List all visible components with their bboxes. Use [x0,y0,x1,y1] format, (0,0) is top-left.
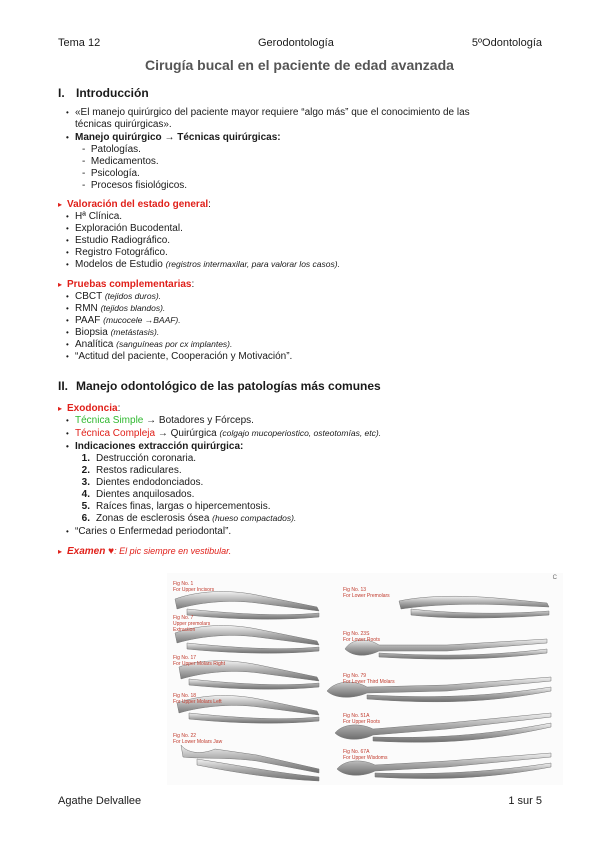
list-item: • CBCT (tejidos duros). [66,291,162,302]
intro-quote-cont: técnicas quirúrgicas». [75,119,172,130]
figure-label: Fig No. 1 For Upper Incisors [173,581,215,593]
list-item: - Medicamentos. [82,156,159,167]
numbered-item: 1. Destrucción coronaria. [81,453,197,464]
section-heading-manejo [58,379,381,393]
arrow-bullet-icon: ▸ [58,280,63,289]
list-item: • Hª Clínica. [66,211,123,222]
list-item: • Analítica (sanguíneas por cx implantes). [66,339,233,350]
list-item: - Procesos fisiológicos. [82,180,188,191]
arrow-bullet-icon: ▸ [58,547,63,556]
list-item: • Exploración Bucodental. [66,223,183,234]
figure-label: Fig No. 79 For Lower Third Molars [343,673,395,685]
list-item: • Modelos de Estudio (registros intermaxilar, para valorar los casos). [66,259,340,270]
list-item: • “Actitud del paciente, Cooperación y Motivación”. [66,351,293,362]
list-item: • RMN (tejidos blandos). [66,303,166,314]
list-item: • Biopsia (metástasis). [66,327,160,338]
numbered-item: 6. Zonas de esclerosis ósea (hueso compactados). [81,513,297,524]
section-number: I. [58,86,65,100]
bullet-icon: • [66,133,69,142]
section-heading-intro [58,86,149,100]
figure-label: Fig No. 67A For Upper Wisdoms [343,749,388,761]
examen-note: ▸ Examen ♥: El pic siempre en vestibular. [58,546,232,557]
numbered-item: 3. Dientes endodonciados. [81,477,204,488]
footer-author: Agathe Delvallee [58,795,142,807]
intro-quote: • «El manejo quirúrgico del paciente mayor requiere “algo más” que el conocimiento de las [66,107,470,118]
figure-label: Fig No. 22 For Lower Molars Jaw [173,733,223,745]
valoracion-heading: ▸ Valoración del estado general: [58,199,211,210]
figure-label: Fig No. 17 For Upper Molars Right [173,655,225,667]
list-item: • “Caries o Enfermedad periodontal”. [66,526,232,537]
arrow-bullet-icon: ▸ [58,404,63,413]
list-item: - Patologías. [82,144,141,155]
forceps-icon [399,596,549,618]
list-item: • Estudio Radiográfico. [66,235,171,246]
figure-corner-label: C [552,575,557,581]
manejo-heading: • Manejo quirúrgico → Técnicas quirúrgicas: [66,132,281,143]
figure-label: Fig No. 7 Upper premolars Extraction [173,615,211,633]
forceps-icon [181,745,319,781]
figure-label: Fig No. 23S For Lower Roots [343,631,380,643]
list-item: • Técnica Simple → Botadores y Fórceps. [66,415,254,426]
numbered-item: 5. Raíces finas, largas o hipercementosis. [81,501,271,512]
list-item: - Psicología. [82,168,140,179]
header-subject: Gerodontología [258,37,334,49]
heart-icon: ♥ [108,546,115,557]
figure-label: Fig No. 13 For Lower Premolars [343,587,390,599]
figure-label: Fig No. 51A For Upper Roots [343,713,380,725]
list-item: • PAAF (mucocele →BAAF). [66,315,181,326]
indicaciones-heading: • Indicaciones extracción quirúrgica: [66,441,244,452]
footer-page-number: 1 sur 5 [508,795,542,807]
figure-label: Fig No. 18 For Upper Molars Left [173,693,222,705]
list-item: • Registro Fotográfico. [66,247,168,258]
numbered-item: 2. Restos radiculares. [81,465,182,476]
pruebas-heading: ▸ Pruebas complementarias: [58,279,195,290]
page-title: Cirugía bucal en el paciente de edad avanzada [145,57,454,73]
header-topic: Tema 12 [58,37,101,49]
forceps-figure [167,573,563,785]
exodoncia-heading: ▸ Exodoncia: [58,403,121,414]
section-number: II. [58,379,69,393]
section-title: Manejo odontológico de las patologías más comunes [76,379,381,393]
numbered-item: 4. Dientes anquilosados. [81,489,195,500]
arrow-bullet-icon: ▸ [58,200,63,209]
header-course: 5ºOdontología [471,37,542,49]
bullet-icon: • [66,108,69,117]
section-title: Introducción [76,86,149,100]
list-item: • Técnica Compleja → Quirúrgica (colgajo mucoperiostico, osteotomías, etc). [66,428,382,439]
